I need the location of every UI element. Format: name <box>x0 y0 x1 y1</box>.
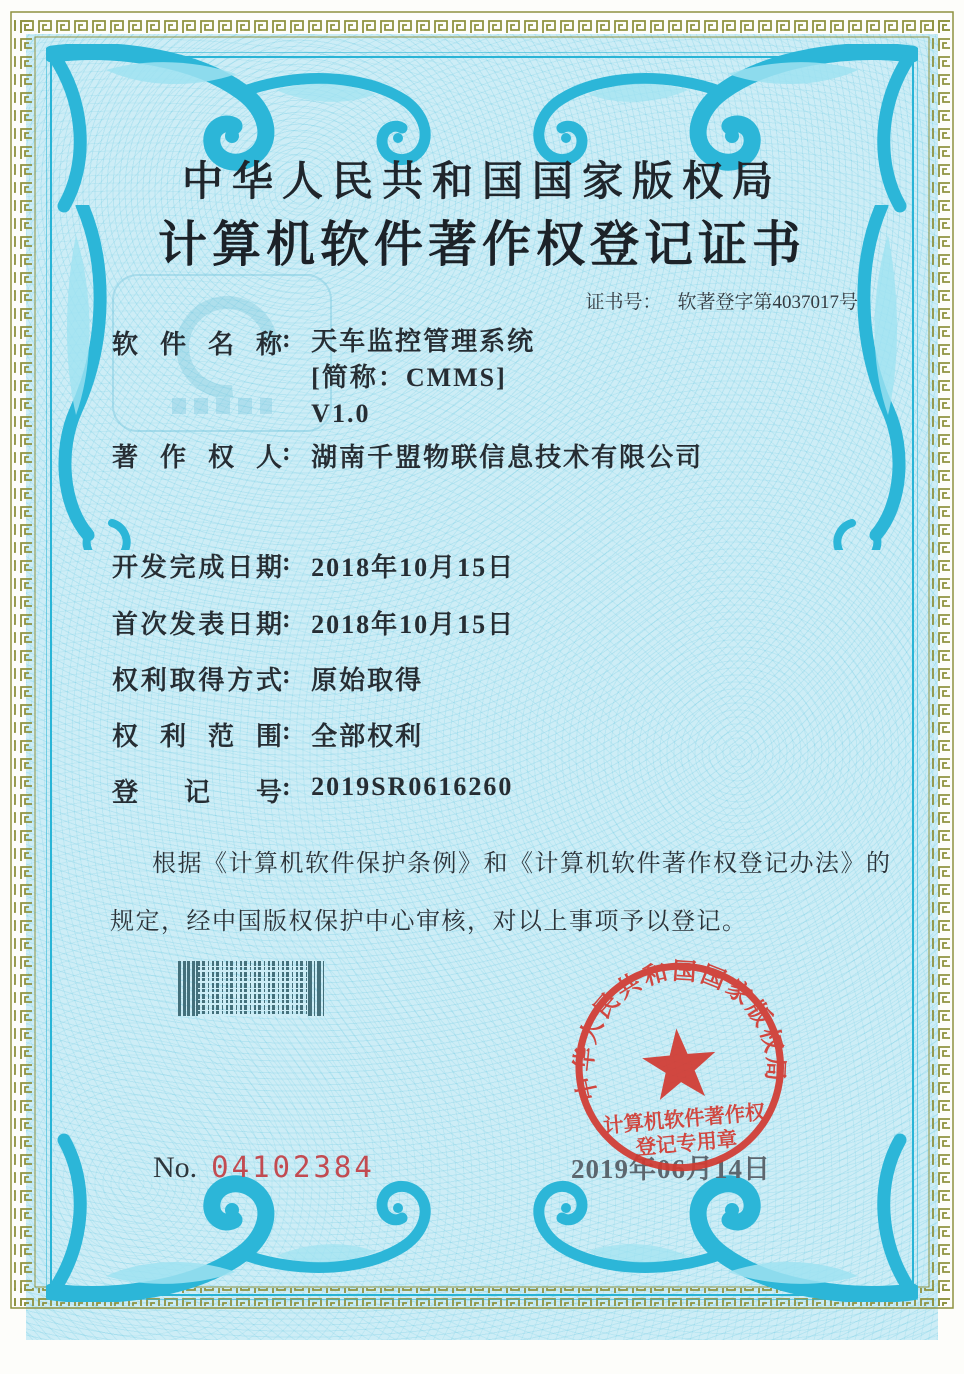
field-value: 全部权利 <box>311 722 424 751</box>
barcode-stop-pattern <box>308 961 326 1016</box>
field-label: 登记号 <box>112 778 282 807</box>
certificate-title: 计算机软件著作权登记证书 <box>157 217 806 272</box>
field-value: 湖南千盟物联信息技术有限公司 <box>311 443 704 472</box>
field-label: 权利取得方式 <box>112 666 282 695</box>
field-value: 2019SR0616260 <box>311 772 514 801</box>
registration-statement-line1: 根据《计算机软件保护条例》和《计算机软件著作权登记办法》的 <box>152 851 892 877</box>
official-seal-icon <box>553 943 807 1197</box>
barcode-data-modules <box>198 961 308 1016</box>
issuing-authority-title: 中华人民共和国国家版权局 <box>182 158 782 204</box>
barcode-start-pattern <box>178 961 198 1016</box>
field-registration-number: 登记号: 2019SR0616260 <box>112 772 514 807</box>
field-development-completion-date: 开发完成日期: 2018年10月15日 <box>112 547 516 582</box>
serial-number-label: No. <box>153 1151 198 1184</box>
field-software-name: 软件名称: 天车监控管理系统 [简称：CMMS] V1.0 <box>112 324 535 432</box>
serial-number-line <box>153 1150 375 1185</box>
certificate-number-label: 证书号： <box>585 292 662 313</box>
barcode <box>178 961 326 1016</box>
field-label: 权利范围 <box>112 722 282 751</box>
field-value: 原始取得 <box>311 666 424 695</box>
field-first-publication-date: 首次发表日期: 2018年10月15日 <box>112 604 516 639</box>
field-copyright-owner: 著作权人: 湖南千盟物联信息技术有限公司 <box>112 437 704 472</box>
registration-statement-line2: 规定，经中国版权保护中心审核，对以上事项予以登记。 <box>110 909 748 935</box>
seal-text-line1: 计算机软件著作权 <box>602 1101 767 1138</box>
field-value: 天车监控管理系统 [简称：CMMS] V1.0 <box>311 327 536 428</box>
field-label: 开发完成日期 <box>112 553 282 582</box>
field-label: 首次发表日期 <box>112 610 282 639</box>
field-rights-scope: 权利范围: 全部权利 <box>112 716 424 751</box>
issue-date: 2019年06月14日 <box>571 1154 771 1184</box>
field-label: 著作权人 <box>112 443 282 472</box>
certificate-number-line <box>585 287 858 314</box>
seal-text-line2: 登记专用章 <box>634 1128 739 1160</box>
serial-number-value: 04102384 <box>211 1150 375 1184</box>
seal-star-icon <box>640 1025 719 1101</box>
field-rights-acquisition-method: 权利取得方式: 原始取得 <box>112 660 424 695</box>
field-label: 软件名称 <box>112 330 282 359</box>
seal-ring-text: 中华人民共和国国家版权局 <box>571 958 788 1103</box>
field-value: 2018年10月15日 <box>311 610 516 639</box>
field-value: 2018年10月15日 <box>311 553 516 582</box>
certificate-number-value: 软著登字第4037017号 <box>677 292 858 313</box>
